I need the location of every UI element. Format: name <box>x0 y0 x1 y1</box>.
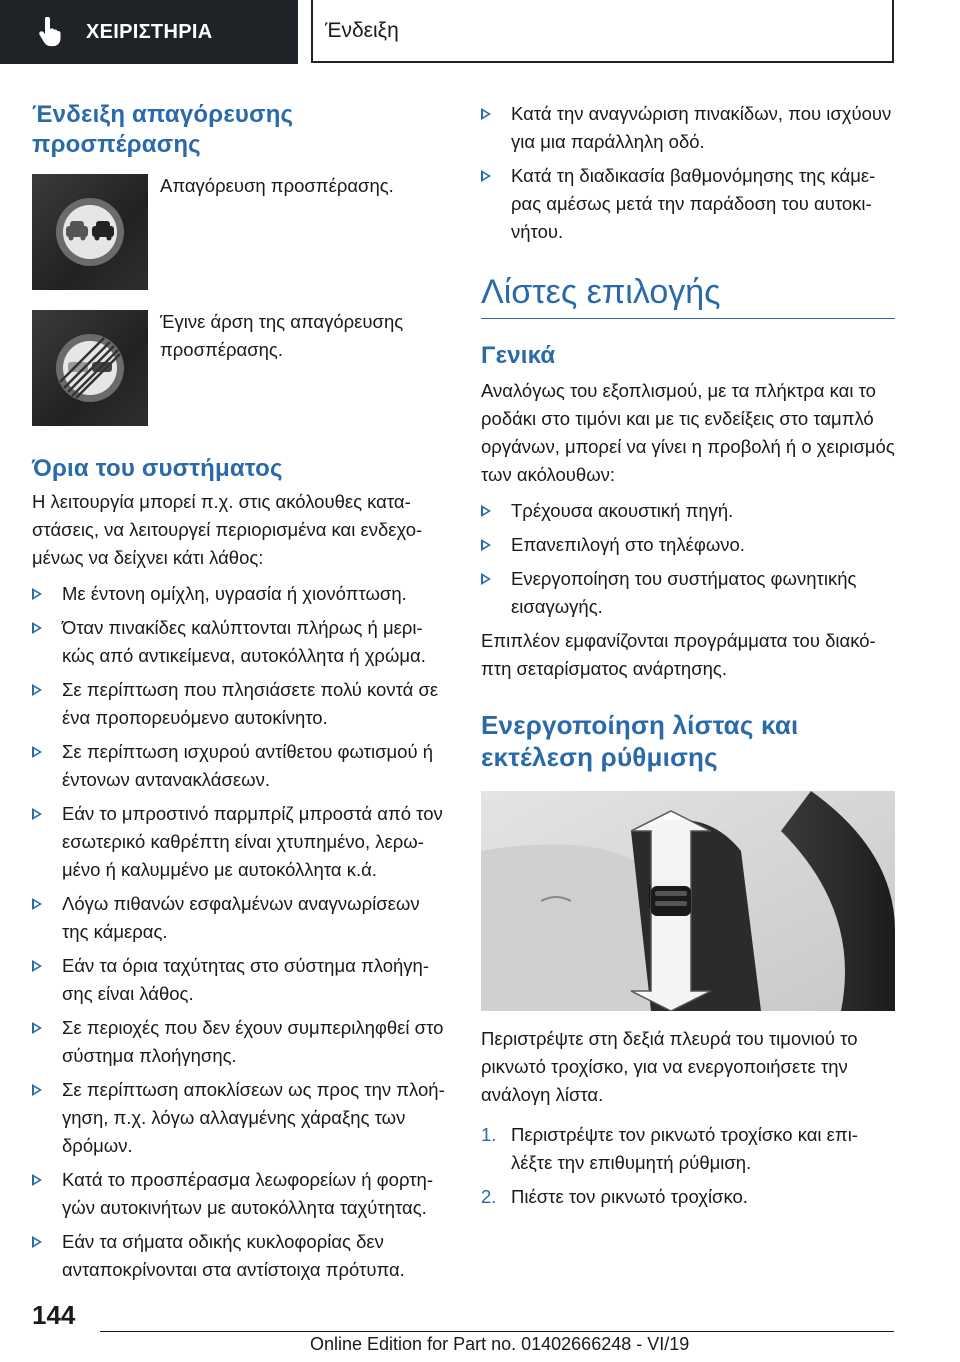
chapter-header <box>311 0 894 63</box>
triangle-bullet-icon <box>481 573 491 585</box>
steps-list <box>481 1121 895 1211</box>
sign2-caption: Έγινε άρση της απαγόρευσης προσπέρασης. <box>160 311 404 360</box>
list-item: Σε περιοχές που δεν έχουν συμπεριληφθεί στο σύστημα πλοήγησης. <box>32 1014 446 1070</box>
end-no-overtaking-sign-image <box>32 310 148 426</box>
section-title: ΧΕΙΡΙΣΤΗΡΙΑ <box>86 20 213 43</box>
list-item: Κατά το προσπέρασμα λεωφορείων ή φορτη-γών αυτοκινήτων με αυτοκόλλητα ταχύτητας. <box>32 1166 446 1222</box>
heading-general: Γενικά <box>481 342 556 369</box>
list-item: Λόγω πιθανών εσφαλμένων αναγνωρίσεων της κάμερας. <box>32 890 446 946</box>
list-item: Σε περίπτωση ισχυρού αντίθετου φωτισμού ή έντονων αντανακλάσεων. <box>32 738 446 794</box>
triangle-bullet-icon <box>32 808 42 820</box>
list-item: 2. Πιέστε τον ρικνωτό τροχίσκο. <box>481 1186 748 1207</box>
right-column <box>481 100 895 1217</box>
limits-list <box>32 580 446 1284</box>
heading-overtaking-display: Ένδειξη απαγόρευσης προσπέρασης <box>32 101 294 158</box>
list-item: Με έντονη ομίχλη, υγρασία ή χιονόπτωση. <box>32 580 446 608</box>
steering-wheel-image <box>481 791 895 1011</box>
list-item: Όταν πινακίδες καλύπτονται πλήρως ή μερι-κώς από αντικείμενα, αυτοκόλλητα ή χρώμα. <box>32 614 446 670</box>
list-item: Εάν τα σήματα οδικής κυκλοφορίας δεν ανταποκρίνονται στα αντίστοιχα πρότυπα. <box>32 1228 446 1284</box>
heading-system-limits: Όρια του συστήματος <box>32 455 283 482</box>
list-item: Εάν τα όρια ταχύτητας στο σύστημα πλοήγη-σης είναι λάθος. <box>32 952 446 1008</box>
no-overtaking-sign-icon <box>32 174 148 290</box>
triangle-bullet-icon <box>481 539 491 551</box>
triangle-bullet-icon <box>32 622 42 634</box>
list-item: Τρέχουσα ακουστική πηγή. <box>481 497 895 525</box>
triangle-bullet-icon <box>481 170 491 182</box>
triangle-bullet-icon <box>32 1022 42 1034</box>
section-header <box>0 0 298 64</box>
triangle-bullet-icon <box>32 898 42 910</box>
heading-selection-lists: Λίστες επιλογής <box>481 272 895 319</box>
triangle-bullet-icon <box>32 1084 42 1096</box>
list-item: 1. Περιστρέψτε τον ρικνωτό τροχίσκο και επι-λέξτε την επιθυμητή ρύθμιση. <box>481 1124 858 1173</box>
footer-divider <box>100 1331 894 1332</box>
sign1-caption: Απαγόρευση προσπέρασης. <box>160 175 394 196</box>
general-list <box>481 497 895 621</box>
general-intro: Αναλόγως του εξοπλισμού, με τα πλήκτρα και το ροδάκι στο τιμόνι και με τις ενδείξεις στο ταμπλό οργάνων, μπορεί να γίνει η προβολή ή ο χειρισμός των ακόλουθων: <box>481 380 895 485</box>
sign-row-no-overtaking <box>32 174 446 290</box>
chapter-title: Ένδειξη <box>325 18 399 42</box>
triangle-bullet-icon <box>481 505 491 517</box>
triangle-bullet-icon <box>32 746 42 758</box>
triangle-bullet-icon <box>32 588 42 600</box>
triangle-bullet-icon <box>32 1236 42 1248</box>
hand-touch-icon <box>36 17 64 47</box>
limits-list-continued <box>481 100 895 246</box>
list-item: Κατά τη διαδικασία βαθμονόμησης της κάμε-ρας αμέσως μετά την παράδοση του αυτοκι-νήτου. <box>481 162 895 246</box>
triangle-bullet-icon <box>32 1174 42 1186</box>
sign-row-end-no-overtaking <box>32 310 446 426</box>
list-item: Εάν το μπροστινό παρμπρίζ μπροστά από τον εσωτερικό καθρέπτη είναι χτυπημένο, λερω-μένο ή καλυμμένο με αυτοκόλλητα κ.ά. <box>32 800 446 884</box>
heading-activate-list: Ενεργοποίηση λίστας και εκτέλεση ρύθμισης <box>481 710 799 772</box>
list-item: Επανεπιλογή στο τηλέφωνο. <box>481 531 895 559</box>
page-number: 144 <box>32 1300 76 1330</box>
no-overtaking-sign-image <box>32 174 148 290</box>
left-column <box>32 100 446 1290</box>
list-item: Σε περίπτωση αποκλίσεων ως προς την πλοή-γηση, π.χ. λόγω αλλαγμένης χάραξης των δρόμων. <box>32 1076 446 1160</box>
wheel-caption: Περιστρέψτε στη δεξιά πλευρά του τιμονιού το ρικνωτό τροχίσκο, για να ενεργοποιήσετε την ανάλογη λίστα. <box>481 1028 858 1105</box>
triangle-bullet-icon <box>32 684 42 696</box>
steering-wheel-controls-icon <box>481 791 895 1011</box>
end-no-overtaking-sign-icon <box>32 310 148 426</box>
list-item: Ενεργοποίηση του συστήματος φωνητικής εισαγωγής. <box>481 565 895 621</box>
list-item: Κατά την αναγνώριση πινακίδων, που ισχύουν για μια παράλληλη οδό. <box>481 100 895 156</box>
edition-note: Online Edition for Part no. 01402666248 - VI/19 <box>310 1334 690 1354</box>
limits-intro: Η λειτουργία μπορεί π.χ. στις ακόλουθες κατα-στάσεις, να λειτουργεί περιορισμένα και ενδεχο-μένως να δείχνει κάτι λάθος: <box>32 491 423 568</box>
triangle-bullet-icon <box>481 108 491 120</box>
general-outro: Επιπλέον εμφανίζονται προγράμματα του διακό-πτη σεταρίσματος ανάρτησης. <box>481 630 876 679</box>
triangle-bullet-icon <box>32 960 42 972</box>
list-item: Σε περίπτωση που πλησιάσετε πολύ κοντά σε ένα προπορευόμενο αυτοκίνητο. <box>32 676 446 732</box>
